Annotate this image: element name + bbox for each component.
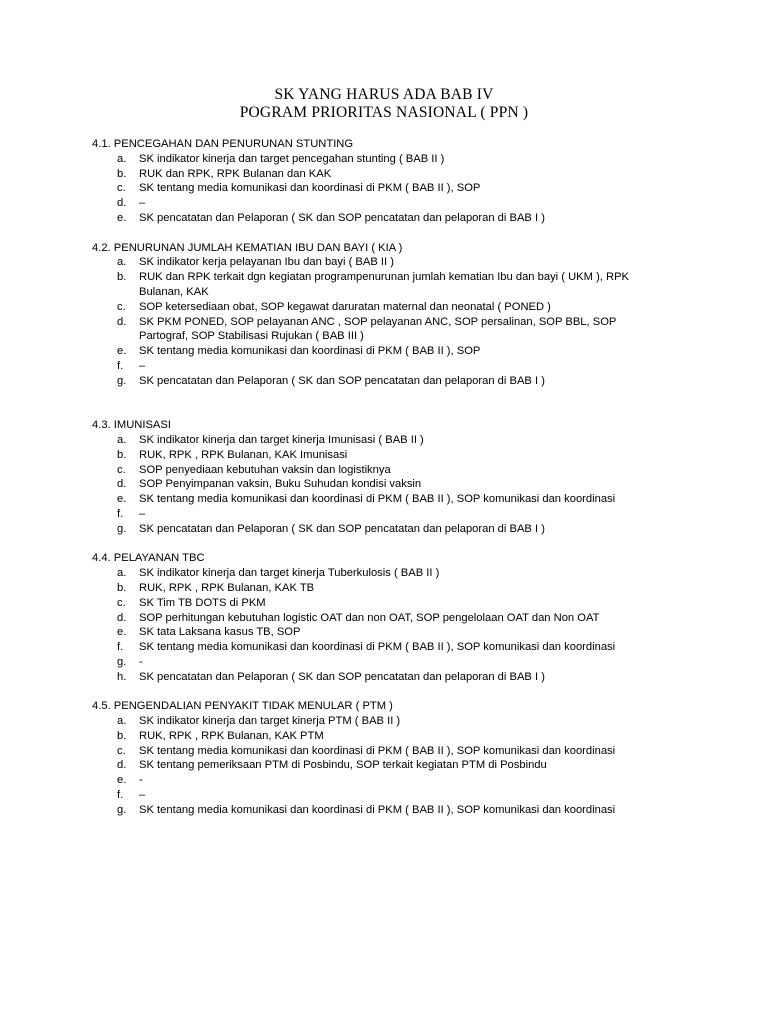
item-text: SK tentang media komunikasi dan koordinasi di PKM ( BAB II ), SOP komunikasi dan koordinasi <box>139 744 616 757</box>
list-item <box>0 196 768 211</box>
list-item <box>0 374 768 389</box>
item-text: SK indikator kerja pelayanan Ibu dan bayi ( BAB II ) <box>139 256 394 269</box>
item-text: SK pencatatan dan Pelaporan ( SK dan SOP pencatatan dan pelaporan di BAB I ) <box>139 522 545 535</box>
item-letter: c. <box>117 300 126 313</box>
section-heading: 4.3. IMUNISASI <box>92 419 171 432</box>
list-item <box>0 507 768 522</box>
item-letter: g. <box>117 522 127 535</box>
section-heading: 4.2. PENURUNAN JUMLAH KEMATIAN IBU DAN BAYI ( KIA ) <box>92 241 403 254</box>
item-letter: b. <box>117 271 127 284</box>
section-ptm <box>0 699 768 817</box>
item-text: – <box>139 197 146 210</box>
document-title: SK YANG HARUS ADA BAB IV <box>274 86 494 103</box>
list-item <box>0 315 719 345</box>
list-item <box>0 581 768 596</box>
section-heading: 4.5. PENGENDALIAN PENYAKIT TIDAK MENULAR ( PTM ) <box>92 700 393 713</box>
item-text: – <box>139 789 146 802</box>
item-text: - <box>139 774 143 787</box>
item-letter: c. <box>117 463 126 476</box>
item-letter: e. <box>117 345 127 358</box>
item-text: RUK dan RPK terkait dgn kegiatan programpenurunan jumlah kematian Ibu dan bayi ( UKM ), RPK Bulanan, KAK <box>139 271 630 298</box>
item-text: SOP ketersediaan obat, SOP kegawat daruratan maternal dan neonatal ( PONED ) <box>139 300 551 313</box>
section-imunisasi <box>0 418 768 536</box>
list-item <box>0 433 768 448</box>
list-item <box>0 729 768 744</box>
item-letter: b. <box>117 581 127 594</box>
item-letter: d. <box>117 611 127 624</box>
item-text: – <box>139 507 146 520</box>
item-text: SK tentang media komunikasi dan koordinasi di PKM ( BAB II ), SOP <box>139 345 481 358</box>
item-text: RUK, RPK , RPK Bulanan, KAK PTM <box>139 729 324 742</box>
list-item <box>0 492 768 507</box>
item-text: SOP perhitungan kebutuhan logistic OAT dan non OAT, SOP pengelolaan OAT dan Non OAT <box>139 611 600 624</box>
document-subtitle: POGRAM PRIORITAS NASIONAL ( PPN ) <box>239 104 529 121</box>
item-text: SK tentang pemeriksaan PTM di Posbindu, SOP terkait kegiatan PTM di Posbindu <box>139 759 547 772</box>
item-letter: e. <box>117 774 127 787</box>
item-letter: a. <box>117 715 127 728</box>
list-item <box>0 522 768 537</box>
item-letter: e. <box>117 493 127 506</box>
item-text: SK indikator kinerja dan target kinerja Imunisasi ( BAB II ) <box>139 433 424 446</box>
list-item <box>0 714 768 729</box>
item-text: SK pencatatan dan Pelaporan ( SK dan SOP pencatatan dan pelaporan di BAB I ) <box>139 211 545 224</box>
item-letter: a. <box>117 256 127 269</box>
list-item <box>0 344 768 359</box>
list-item <box>0 211 768 226</box>
item-text: - <box>139 655 143 668</box>
list-item <box>0 611 768 626</box>
section-kia <box>0 241 768 389</box>
list-item <box>0 477 768 492</box>
list-item <box>0 566 768 581</box>
item-letter: f. <box>117 789 124 802</box>
item-letter: d. <box>117 315 127 328</box>
list-item <box>0 448 768 463</box>
list-item <box>0 181 768 196</box>
list-item <box>0 640 768 655</box>
item-letter: a. <box>117 567 127 580</box>
item-text: SOP penyediaan kebutuhan vaksin dan logistiknya <box>139 463 391 476</box>
item-text: SK indikator kinerja dan target kinerja Tuberkulosis ( BAB II ) <box>139 567 440 580</box>
item-letter: h. <box>117 670 127 683</box>
item-letter: f. <box>117 507 124 520</box>
item-text: SK tentang media komunikasi dan koordinasi di PKM ( BAB II ), SOP <box>139 182 481 195</box>
item-letter: f. <box>117 641 124 654</box>
section-heading: 4.4. PELAYANAN TBC <box>92 552 205 565</box>
item-text: SK PKM PONED, SOP pelayanan ANC , SOP pelayanan ANC, SOP persalinan, SOP BBL, SOP Partograf, SOP Stabilisasi Rujukan ( BAB III ) <box>139 315 617 343</box>
item-text: SK pencatatan dan Pelaporan ( SK dan SOP pencatatan dan pelaporan di BAB I ) <box>139 374 545 387</box>
list-item <box>0 255 768 270</box>
item-letter: g. <box>117 655 127 668</box>
item-text: RUK, RPK , RPK Bulanan, KAK TB <box>139 581 315 594</box>
item-text: SK tentang media komunikasi dan koordinasi di PKM ( BAB II ), SOP komunikasi dan koordinasi <box>139 803 616 816</box>
list-item <box>0 270 719 300</box>
list-item <box>0 167 768 182</box>
list-item <box>0 625 768 640</box>
item-text: RUK dan RPK, RPK Bulanan dan KAK <box>139 167 332 180</box>
list-item <box>0 773 768 788</box>
item-letter: d. <box>117 759 127 772</box>
list-item <box>0 788 768 803</box>
item-letter: c. <box>117 182 126 195</box>
list-item <box>0 359 768 374</box>
section-heading: 4.1. PENCEGAHAN DAN PENURUNAN STUNTING <box>92 138 354 150</box>
list-item <box>0 596 768 611</box>
item-text: SK indikator kinerja dan target kinerja PTM ( BAB II ) <box>139 715 401 728</box>
item-text: RUK, RPK , RPK Bulanan, KAK Imunisasi <box>139 448 348 461</box>
section-stunting <box>0 137 768 226</box>
item-letter: f. <box>117 359 124 372</box>
item-letter: d. <box>117 197 127 210</box>
item-letter: g. <box>117 374 127 387</box>
item-letter: b. <box>117 729 127 742</box>
item-text: SK tentang media komunikasi dan koordinasi di PKM ( BAB II ), SOP komunikasi dan koordinasi <box>139 641 616 654</box>
item-text: SK tentang media komunikasi dan koordinasi di PKM ( BAB II ), SOP komunikasi dan koordinasi <box>139 493 616 506</box>
item-letter: e. <box>117 626 127 639</box>
section-tbc <box>0 551 768 684</box>
item-text: SK pencatatan dan Pelaporan ( SK dan SOP pencatatan dan pelaporan di BAB I ) <box>139 670 545 683</box>
item-text: SK tata Laksana kasus TB, SOP <box>139 626 301 639</box>
item-text: – <box>139 359 146 372</box>
list-item <box>0 744 768 759</box>
list-item <box>0 463 768 478</box>
item-letter: b. <box>117 448 127 461</box>
list-item <box>0 803 768 818</box>
item-letter: a. <box>117 152 127 165</box>
item-letter: c. <box>117 596 126 609</box>
item-letter: g. <box>117 803 127 816</box>
list-item <box>0 152 768 167</box>
item-letter: a. <box>117 433 127 446</box>
item-letter: b. <box>117 167 127 180</box>
list-item <box>0 655 768 670</box>
item-text: SK indikator kinerja dan target pencegahan stunting ( BAB II ) <box>139 152 445 165</box>
document-body <box>0 137 768 832</box>
item-text: SK Tim TB DOTS di PKM <box>139 596 266 609</box>
item-letter: c. <box>117 744 126 757</box>
item-letter: d. <box>117 478 127 491</box>
list-item <box>0 300 768 315</box>
item-letter: e. <box>117 211 127 224</box>
item-text: SOP Penyimpanan vaksin, Buku Suhudan kondisi vaksin <box>139 478 422 491</box>
list-item <box>0 758 768 773</box>
list-item <box>0 670 768 685</box>
